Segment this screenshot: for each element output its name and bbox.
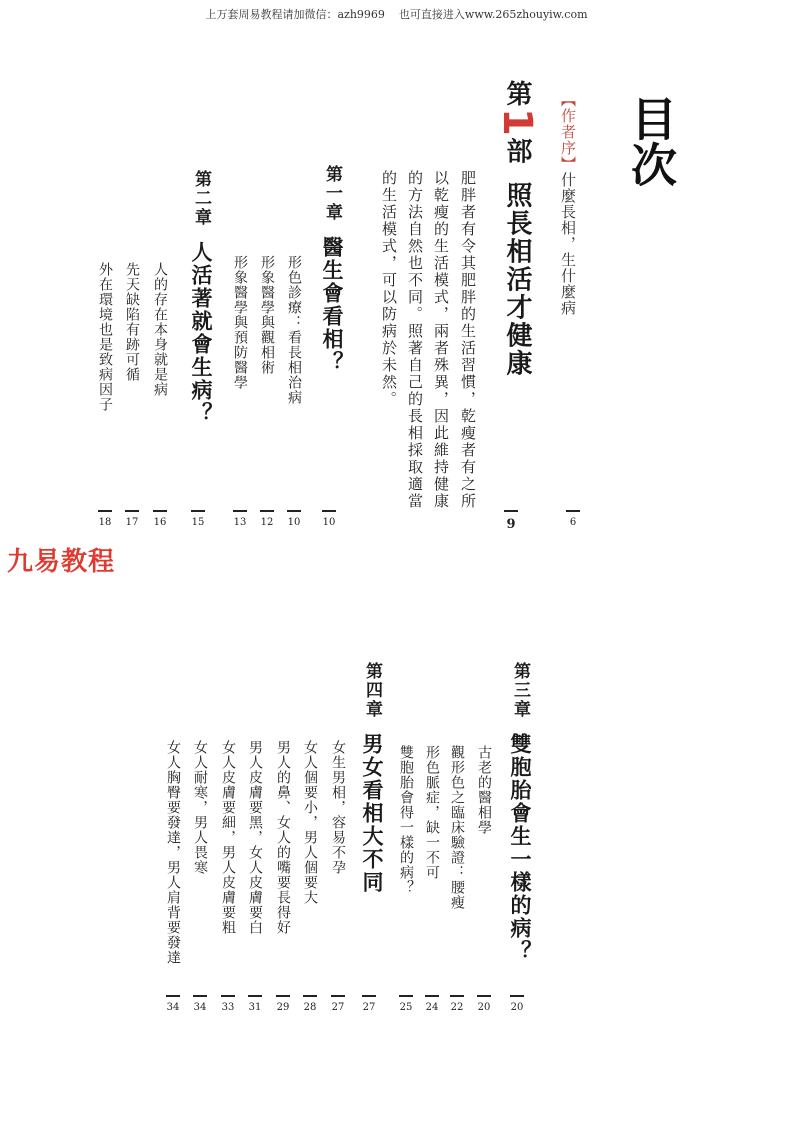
- chapter1-item-1-page: 10: [287, 510, 301, 528]
- chapter2-item-1-page: 16: [153, 510, 167, 528]
- chapter2-item-2[interactable]: 先天缺陷有跡可循: [124, 262, 140, 382]
- part1-label-suffix: 部: [502, 137, 532, 166]
- chapter4-page-number: 27: [362, 995, 376, 1013]
- preface-title: 什麼長相，生什麼病: [559, 172, 577, 316]
- part1-description-line-4: 的生活模式，可以防病於未然。: [380, 170, 398, 408]
- watermark-logo: 九易教程: [7, 547, 116, 577]
- header-wechat-text: 上万套周易教程请加微信：azh9969: [205, 8, 385, 21]
- chapter1-page-number: 10: [322, 510, 336, 528]
- chapter3-item-2[interactable]: 觀形色之臨床驗證：腰瘦: [449, 745, 465, 910]
- chapter2-heading[interactable]: [186, 170, 216, 425]
- chapter4-heading[interactable]: [357, 662, 387, 894]
- chapter4-item-7-page: 34: [166, 995, 180, 1013]
- preface-bracket-close: 】: [559, 156, 577, 172]
- chapter4-item-6[interactable]: 女人耐寒，男人畏寒: [192, 740, 208, 875]
- part1-heading[interactable]: [494, 80, 540, 378]
- chapter1-label: 第一章: [322, 165, 342, 222]
- chapter4-item-1[interactable]: 女生男相，容易不孕: [330, 740, 346, 875]
- chapter4-item-5[interactable]: 女人皮膚要細，男人皮膚要粗: [220, 740, 236, 935]
- chapter3-heading[interactable]: [505, 662, 535, 963]
- preface-bracket-open: 【: [559, 92, 577, 108]
- chapter4-item-3[interactable]: 男人的鼻、女人的嘴要長得好: [275, 740, 291, 935]
- chapter3-label: 第三章: [510, 662, 530, 719]
- chapter4-item-6-page: 34: [193, 995, 207, 1013]
- chapter3-item-1-page: 20: [477, 995, 491, 1013]
- chapter1-item-2-page: 12: [260, 510, 274, 528]
- chapter3-item-2-page: 22: [450, 995, 464, 1013]
- chapter2-label: 第二章: [191, 170, 211, 227]
- chapter2-item-2-page: 17: [125, 510, 139, 528]
- preface-page-number: 6: [566, 510, 580, 528]
- chapter1-heading[interactable]: [317, 165, 347, 374]
- chapter1-item-3[interactable]: 形象醫學與預防醫學: [232, 255, 248, 390]
- part1-title: 照長相活才健康: [502, 181, 532, 378]
- chapter1-item-1[interactable]: 形色診療：看長相治病: [286, 255, 302, 405]
- chapter4-item-7[interactable]: 女人胸臀要發達，男人肩背要發達: [165, 740, 181, 965]
- part1-page-number: 9: [504, 510, 518, 532]
- chapter3-title: 雙胞胎會生一樣的病？: [508, 733, 532, 963]
- chapter3-item-1[interactable]: 古老的醫相學: [476, 745, 492, 835]
- header-website-text: 也可直接进入www.265zhouyiw.com: [398, 8, 588, 21]
- chapter3-item-4-page: 25: [399, 995, 413, 1013]
- chapter1-item-2[interactable]: 形象醫學與觀相術: [259, 255, 275, 375]
- part1-number: 1: [494, 108, 540, 138]
- chapter2-page-number: 15: [191, 510, 205, 528]
- chapter1-item-3-page: 13: [233, 510, 247, 528]
- preface-entry[interactable]: [558, 92, 579, 316]
- chapter4-item-1-page: 27: [331, 995, 345, 1013]
- chapter4-item-2-page: 28: [303, 995, 317, 1013]
- page-header: [0, 6, 793, 22]
- chapter4-item-5-page: 33: [221, 995, 235, 1013]
- preface-label: 作者序: [559, 108, 577, 156]
- part1-description-line-2: 以乾瘦的生活模式，兩者殊異，因此維持健康: [432, 170, 450, 510]
- toc-title: 目次: [624, 95, 678, 187]
- chapter4-title: 男女看相大不同: [360, 733, 384, 894]
- chapter3-item-3[interactable]: 形色脈症，缺一不可: [424, 745, 440, 880]
- chapter4-item-4[interactable]: 男人皮膚要黑，女人皮膚要白: [247, 740, 263, 935]
- chapter2-title: 人活著就會生病？: [189, 241, 213, 425]
- chapter4-label: 第四章: [362, 662, 382, 719]
- chapter2-item-1[interactable]: 人的存在本身就是病: [152, 262, 168, 397]
- chapter4-item-2[interactable]: 女人個要小，男人個要大: [302, 740, 318, 905]
- chapter1-title: 醫生會看相？: [320, 236, 344, 374]
- chapter4-item-4-page: 31: [248, 995, 262, 1013]
- chapter2-item-3-page: 18: [98, 510, 112, 528]
- part1-label-prefix: 第: [502, 80, 532, 108]
- chapter4-item-3-page: 29: [276, 995, 290, 1013]
- chapter3-item-4[interactable]: 雙胞胎會得一樣的病？: [398, 745, 414, 895]
- part1-description-line-3: 的方法自然也不同。照著自己的長相採取適當: [406, 170, 424, 510]
- chapter3-page-number: 20: [510, 995, 524, 1013]
- part1-description-line-1: 肥胖者有令其肥胖的生活習慣，乾瘦者有之所: [459, 170, 477, 510]
- chapter2-item-3[interactable]: 外在環境也是致病因子: [97, 262, 113, 412]
- chapter3-item-3-page: 24: [425, 995, 439, 1013]
